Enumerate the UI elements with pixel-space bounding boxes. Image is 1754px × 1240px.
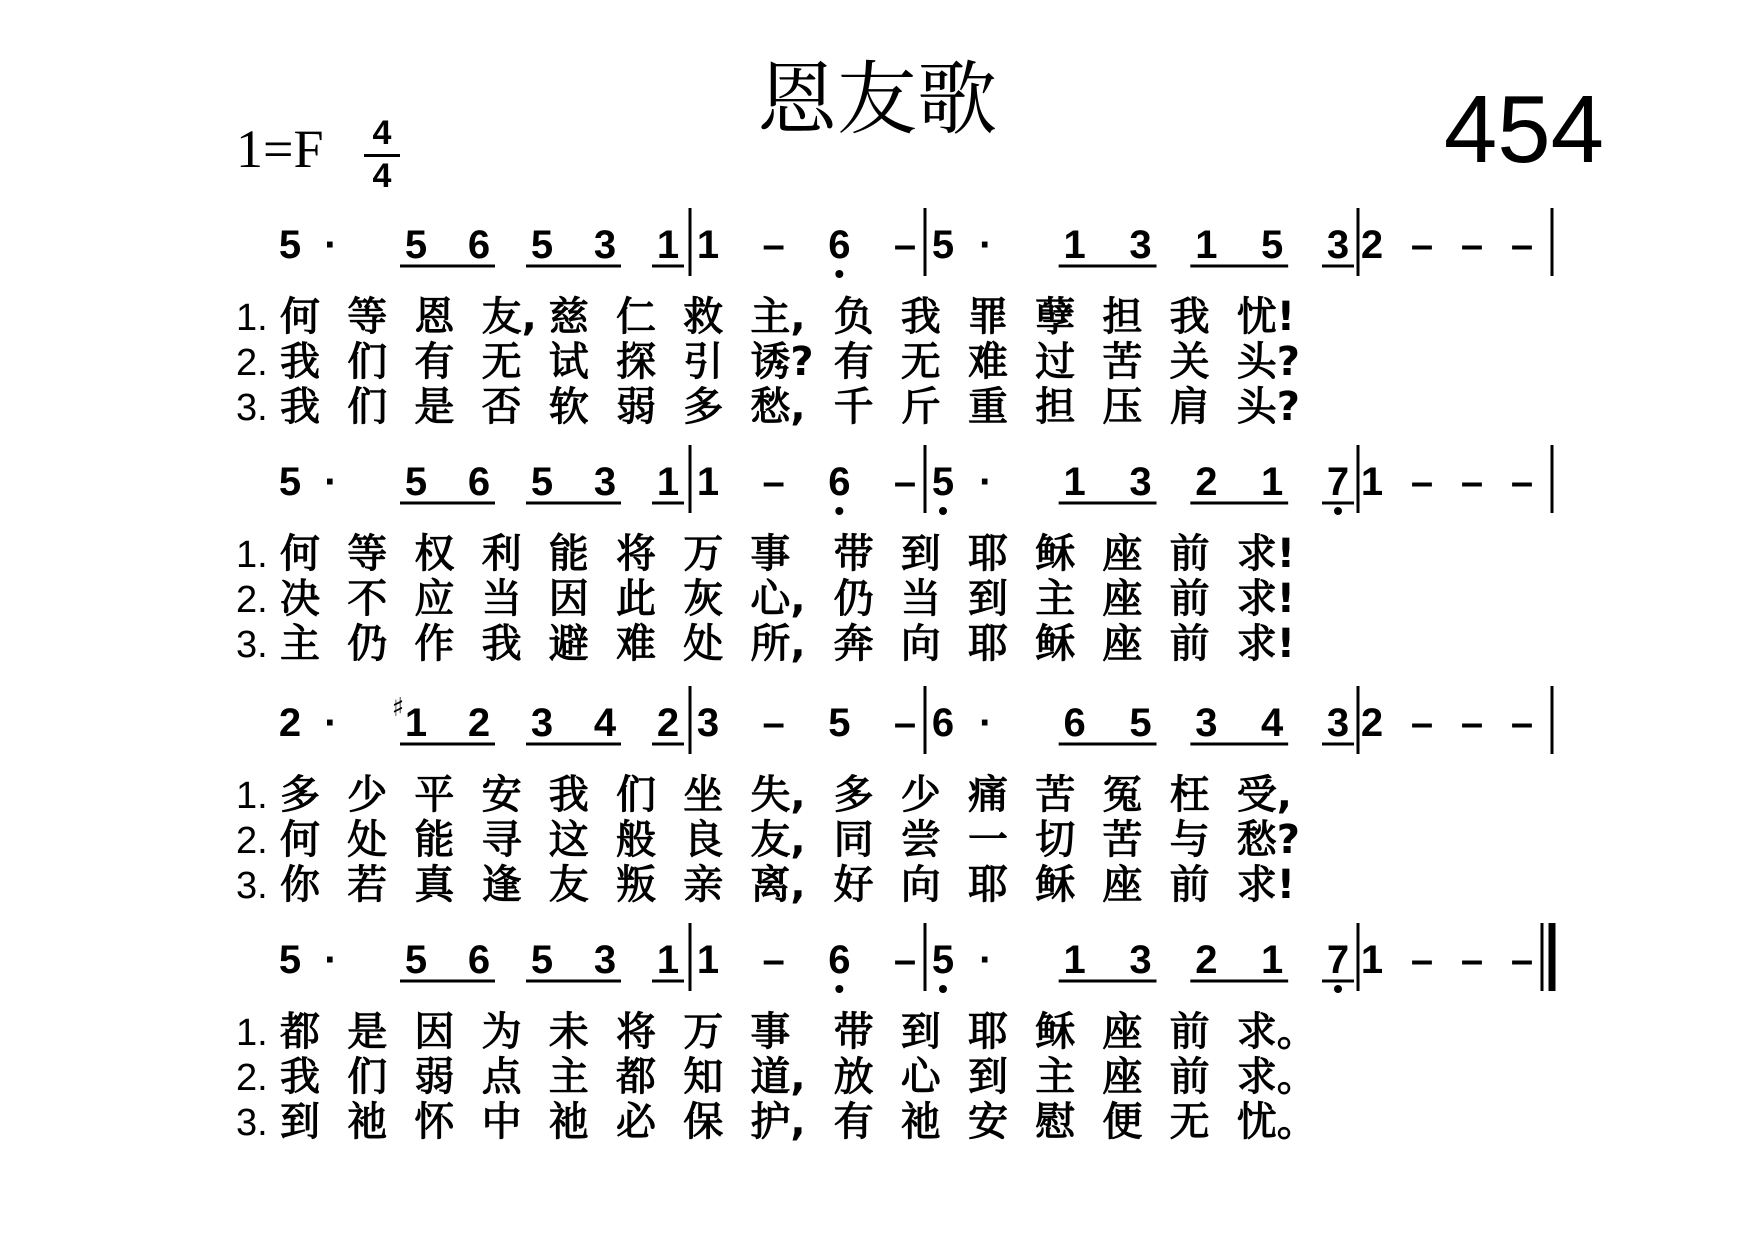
- lyric-syllable: 当: [900, 576, 941, 622]
- lyric-syllable: 座: [1102, 576, 1143, 622]
- lyric-syllable: 处: [683, 621, 724, 667]
- time-signature-bottom: 4: [372, 157, 392, 195]
- dash-note: –: [1510, 701, 1534, 745]
- lyric-syllable: 友,: [750, 817, 806, 863]
- lyric-syllable: 座: [1102, 531, 1143, 577]
- lyric-syllable: 压: [1102, 384, 1143, 430]
- note-6: 6: [828, 460, 851, 504]
- note-2: 2: [1195, 460, 1218, 504]
- lyric-syllable: 担: [1102, 294, 1143, 340]
- lyric-syllable: 求!: [1236, 621, 1296, 667]
- lyric-syllable: 到: [968, 1054, 1008, 1100]
- lyric-syllable: 怀: [414, 1099, 455, 1145]
- lyric-syllable: 仍: [833, 576, 874, 622]
- augmentation-dot: ·: [324, 938, 338, 982]
- lyric-syllable: 前: [1169, 862, 1210, 908]
- lower-octave-dot: [939, 985, 947, 993]
- hymn-title: 恩友歌: [757, 53, 997, 146]
- lyric-syllable: 能: [548, 531, 589, 577]
- lyric-syllable: 引: [683, 339, 724, 385]
- lyric-syllable: 求!: [1236, 862, 1296, 908]
- lyric-syllable: 祂: [347, 1099, 388, 1145]
- lyric-syllable: 主,: [750, 294, 806, 340]
- lyric-syllable: 头?: [1236, 384, 1301, 430]
- dash-note: –: [1410, 223, 1434, 267]
- note-3: 3: [593, 223, 617, 267]
- lyric-syllable: 不: [347, 576, 388, 622]
- lyric-syllable: 忧。: [1236, 1099, 1317, 1145]
- lyric-syllable: 未: [548, 1009, 589, 1055]
- lyric-syllable: 我: [280, 1054, 320, 1100]
- lyric-syllable: 般: [616, 817, 656, 863]
- lyric-syllable: 求!: [1236, 531, 1296, 577]
- lyric-syllable: 同: [833, 817, 874, 863]
- lyric-syllable: 有: [833, 339, 874, 385]
- note-2: 2: [1360, 701, 1384, 745]
- lyric-syllable: 关: [1169, 339, 1210, 385]
- augmentation-dot: ·: [979, 223, 993, 267]
- lyric-syllable: 事: [750, 1009, 791, 1055]
- note-3: 3: [1326, 223, 1350, 267]
- note-3: 3: [1326, 701, 1350, 745]
- lyric-syllable: 头?: [1236, 339, 1301, 385]
- lyric-syllable: 我: [280, 384, 320, 430]
- lyric-syllable: 担: [1035, 384, 1076, 430]
- lyric-syllable: 向: [900, 621, 941, 667]
- verse-number: 3.: [236, 624, 268, 666]
- note-5: 5: [1261, 223, 1284, 267]
- lyric-syllable: 前: [1169, 621, 1210, 667]
- lyric-syllable: 带: [833, 1009, 874, 1055]
- lyric-syllable: 座: [1102, 862, 1143, 908]
- lyric-syllable: 少: [900, 772, 941, 818]
- lyric-syllable: 带: [833, 531, 874, 577]
- note-5: 5: [931, 938, 955, 982]
- lyric-syllable: 真: [414, 862, 455, 908]
- hymn-number: 454: [1443, 76, 1604, 183]
- lyric-syllable: 所,: [750, 621, 806, 667]
- lower-octave-dot: [835, 985, 843, 993]
- lyric-syllable: 稣: [1035, 1009, 1076, 1055]
- lyric-syllable: 前: [1169, 576, 1210, 622]
- lyric-syllable: 主: [280, 621, 320, 667]
- lyric-syllable: 孽: [1035, 294, 1076, 340]
- dash-note: –: [1410, 460, 1434, 504]
- lyric-syllable: 等: [347, 294, 388, 340]
- verse-number: 3.: [236, 865, 268, 907]
- lyric-syllable: 到: [280, 1099, 320, 1145]
- lyric-syllable: 枉: [1169, 772, 1210, 818]
- note-5: 5: [530, 223, 554, 267]
- note-6: 6: [467, 938, 491, 982]
- dash-note: –: [762, 938, 785, 982]
- note-3: 3: [593, 938, 617, 982]
- key-signature: 1=F: [236, 119, 324, 179]
- lyric-syllable: 好: [833, 862, 874, 908]
- dash-note: –: [762, 460, 785, 504]
- lyric-syllable: 耶: [968, 862, 1008, 908]
- lyric-syllable: 良: [683, 817, 724, 863]
- lyric-syllable: 多: [833, 772, 874, 818]
- lyric-syllable: 权: [414, 531, 455, 577]
- lyric-syllable: 稣: [1035, 621, 1076, 667]
- lyric-syllable: 座: [1102, 1054, 1143, 1100]
- note-1: 1: [1360, 460, 1384, 504]
- lyric-syllable: 平: [414, 772, 455, 818]
- verse-number: 1.: [236, 534, 268, 576]
- lyric-syllable: 诱?: [750, 339, 814, 385]
- lyric-syllable: 向: [900, 862, 941, 908]
- lyric-syllable: 们: [347, 1054, 388, 1100]
- note-5: 5: [278, 460, 302, 504]
- dash-note: –: [762, 223, 785, 267]
- lyric-syllable: 将: [616, 1009, 656, 1055]
- lyric-syllable: 耶: [968, 531, 1008, 577]
- lower-octave-dot: [939, 507, 947, 515]
- lyric-syllable: 友: [548, 862, 589, 908]
- lyric-syllable: 何: [280, 531, 320, 577]
- note-6: 6: [467, 460, 491, 504]
- lyric-syllable: 离,: [750, 862, 806, 908]
- lyric-syllable: 中: [481, 1099, 522, 1145]
- lyric-syllable: 稣: [1035, 531, 1076, 577]
- verse-number: 1.: [236, 1012, 268, 1054]
- lyric-syllable: 应: [414, 576, 455, 622]
- augmentation-dot: ·: [979, 460, 993, 504]
- lyric-syllable: 因: [414, 1009, 455, 1055]
- lyric-syllable: 心,: [750, 576, 806, 622]
- note-7: 7: [1326, 460, 1350, 504]
- lyric-syllable: 冤: [1102, 772, 1143, 818]
- augmentation-dot: ·: [324, 701, 338, 745]
- lyric-syllable: 灰: [683, 576, 724, 622]
- dash-note: –: [1510, 938, 1534, 982]
- lyric-syllable: 必: [616, 1099, 656, 1145]
- augmentation-dot: ·: [979, 938, 993, 982]
- note-1: 1: [696, 223, 720, 267]
- lyric-syllable: 你: [280, 862, 320, 908]
- lyric-syllable: 作: [414, 621, 455, 667]
- lyric-syllable: 苦: [1035, 772, 1076, 818]
- note-5: 5: [931, 223, 955, 267]
- lyric-syllable: 重: [968, 384, 1008, 430]
- lyric-syllable: 负: [833, 294, 874, 340]
- lyric-syllable: 我: [1169, 294, 1210, 340]
- lyric-syllable: 多: [280, 772, 320, 818]
- lyric-syllable: 一: [968, 817, 1008, 863]
- note-5: 5: [828, 701, 851, 745]
- dash-note: –: [1510, 223, 1534, 267]
- lyric-syllable: 弱: [616, 384, 656, 430]
- lyric-syllable: 到: [900, 1009, 941, 1055]
- lyric-syllable: 肩: [1169, 384, 1210, 430]
- verse-number: 3.: [236, 1102, 268, 1144]
- lyric-syllable: 是: [414, 384, 455, 430]
- lyric-syllable: 无: [1169, 1099, 1210, 1145]
- lyric-syllable: 耶: [968, 621, 1008, 667]
- note-3: 3: [1195, 701, 1218, 745]
- lyric-syllable: 失,: [750, 772, 806, 818]
- augmentation-dot: ·: [324, 223, 338, 267]
- lyric-syllable: 耶: [968, 1009, 1008, 1055]
- lyric-syllable: 们: [347, 384, 388, 430]
- note-1: 1: [1195, 223, 1218, 267]
- note-6: 6: [467, 223, 491, 267]
- lyric-syllable: 斤: [900, 384, 941, 430]
- dash-note: –: [762, 701, 785, 745]
- note-3: 3: [1129, 460, 1152, 504]
- lyric-syllable: 慈: [548, 294, 589, 340]
- lyric-syllable: 此: [616, 576, 656, 622]
- lyric-syllable: 忧!: [1236, 294, 1296, 340]
- note-2: 2: [1360, 223, 1384, 267]
- note-6: 6: [931, 701, 955, 745]
- lyric-syllable: 友,: [481, 294, 537, 340]
- note-5: 5: [404, 223, 428, 267]
- dash-note: –: [1510, 460, 1534, 504]
- verse-number: 3.: [236, 387, 268, 429]
- lyric-syllable: 与: [1169, 817, 1210, 863]
- lyric-syllable: 仁: [616, 294, 656, 340]
- lyric-syllable: 万: [683, 1009, 724, 1055]
- lyric-syllable: 为: [481, 1009, 522, 1055]
- note-1: 1: [1261, 460, 1284, 504]
- lyric-syllable: 稣: [1035, 862, 1076, 908]
- dash-note: –: [1460, 223, 1484, 267]
- note-1: 1: [1063, 223, 1086, 267]
- lower-octave-dot: [835, 270, 843, 278]
- lyric-syllable: 们: [616, 772, 656, 818]
- lyric-syllable: 到: [900, 531, 941, 577]
- lyric-syllable: 到: [968, 576, 1008, 622]
- lyric-syllable: 主: [548, 1054, 589, 1100]
- dash-note: –: [1410, 938, 1434, 982]
- note-1: 1: [696, 460, 720, 504]
- lyric-syllable: 我: [481, 621, 522, 667]
- lyric-syllable: 们: [347, 339, 388, 385]
- lyric-syllable: 座: [1102, 621, 1143, 667]
- lyric-syllable: 知: [683, 1054, 724, 1100]
- lyric-syllable: 主: [1035, 576, 1076, 622]
- lyric-syllable: 无: [900, 339, 941, 385]
- note-2: 2: [278, 701, 302, 745]
- lyric-syllable: 是: [347, 1009, 388, 1055]
- time-signature-top: 4: [372, 114, 392, 152]
- lyric-syllable: 难: [968, 339, 1008, 385]
- note-3: 3: [1129, 223, 1152, 267]
- lyric-syllable: 求。: [1236, 1009, 1317, 1055]
- lyric-syllable: 逢: [481, 862, 522, 908]
- lyric-syllable: 放: [833, 1054, 874, 1100]
- note-3: 3: [1129, 938, 1152, 982]
- verse-number: 1.: [236, 297, 268, 339]
- note-3: 3: [593, 460, 617, 504]
- dash-note: –: [1460, 701, 1484, 745]
- dash-note: –: [893, 938, 917, 982]
- lyric-syllable: 便: [1102, 1099, 1143, 1145]
- note-1: 1: [1063, 938, 1086, 982]
- lyric-syllable: 痛: [968, 772, 1008, 818]
- augmentation-dot: ·: [979, 701, 993, 745]
- lower-octave-dot: [835, 507, 843, 515]
- note-3: 3: [530, 701, 554, 745]
- note-7: 7: [1326, 938, 1350, 982]
- lyric-syllable: 主: [1035, 1054, 1076, 1100]
- lyric-syllable: 前: [1169, 1009, 1210, 1055]
- lyric-syllable: 当: [481, 576, 522, 622]
- lyric-syllable: 何: [280, 817, 320, 863]
- lyric-syllable: 祂: [548, 1099, 589, 1145]
- lyric-syllable: 护,: [750, 1099, 806, 1145]
- lyric-syllable: 仍: [347, 621, 388, 667]
- lyric-syllable: 处: [347, 817, 388, 863]
- note-5: 5: [278, 938, 302, 982]
- lyric-syllable: 我: [548, 772, 589, 818]
- lyric-syllable: 苦: [1102, 817, 1143, 863]
- note-6: 6: [828, 223, 851, 267]
- lyric-syllable: 都: [616, 1054, 656, 1100]
- note-2: 2: [656, 701, 680, 745]
- lyric-syllable: 救: [683, 294, 724, 340]
- note-2: 2: [1195, 938, 1218, 982]
- dash-note: –: [893, 460, 917, 504]
- lyric-syllable: 叛: [616, 862, 656, 908]
- lower-octave-dot: [1334, 985, 1342, 993]
- lyric-syllable: 少: [347, 772, 388, 818]
- lyric-syllable: 愁,: [750, 384, 806, 430]
- note-1: 1: [656, 223, 680, 267]
- lyric-syllable: 无: [481, 339, 522, 385]
- lyric-syllable: 祂: [900, 1099, 941, 1145]
- verse-number: 2.: [236, 579, 268, 621]
- lyric-syllable: 事: [750, 531, 791, 577]
- lyric-syllable: 切: [1035, 817, 1076, 863]
- note-6: 6: [828, 938, 851, 982]
- lyric-syllable: 因: [548, 576, 589, 622]
- lyric-syllable: 否: [481, 384, 522, 430]
- lyric-syllable: 点: [481, 1054, 522, 1100]
- lyric-syllable: 弱: [414, 1054, 455, 1100]
- lyric-syllable: 等: [347, 531, 388, 577]
- lyric-syllable: 有: [833, 1099, 874, 1145]
- note-3: 3: [696, 701, 720, 745]
- lyric-syllable: 能: [414, 817, 455, 863]
- dash-note: –: [893, 701, 917, 745]
- lyric-syllable: 尝: [900, 817, 941, 863]
- lyric-syllable: 我: [280, 339, 320, 385]
- lyric-syllable: 座: [1102, 1009, 1143, 1055]
- note-2: 2: [467, 701, 491, 745]
- lyric-syllable: 将: [616, 531, 656, 577]
- lyric-syllable: 这: [548, 817, 589, 863]
- lyric-syllable: 安: [968, 1099, 1008, 1145]
- lyric-syllable: 心: [900, 1054, 941, 1100]
- lyric-syllable: 受,: [1236, 772, 1293, 818]
- dash-note: –: [893, 223, 917, 267]
- lyric-syllable: 多: [683, 384, 724, 430]
- lyric-syllable: 若: [347, 862, 388, 908]
- lyric-syllable: 过: [1035, 339, 1076, 385]
- lyric-syllable: 探: [616, 339, 656, 385]
- lyric-syllable: 难: [616, 621, 656, 667]
- lyric-syllable: 前: [1169, 1054, 1210, 1100]
- note-5: 5: [404, 460, 428, 504]
- lyric-syllable: 亲: [683, 862, 724, 908]
- note-1: 1: [656, 460, 680, 504]
- lyric-syllable: 试: [548, 339, 589, 385]
- lyric-syllable: 奔: [833, 621, 874, 667]
- note-5: 5: [530, 460, 554, 504]
- lyric-syllable: 苦: [1102, 339, 1143, 385]
- lyric-syllable: 有: [414, 339, 455, 385]
- lyric-syllable: 我: [900, 294, 941, 340]
- lyric-syllable: 都: [280, 1009, 320, 1055]
- lyric-syllable: 前: [1169, 531, 1210, 577]
- lyric-syllable: 千: [833, 384, 874, 430]
- note-5: 5: [931, 460, 955, 504]
- lyric-syllable: 恩: [414, 294, 455, 340]
- dash-note: –: [1410, 701, 1434, 745]
- lyric-syllable: 决: [280, 576, 320, 622]
- note-1: 1: [656, 938, 680, 982]
- lyric-syllable: 何: [280, 294, 320, 340]
- lyric-syllable: 慰: [1035, 1099, 1076, 1145]
- verse-number: 2.: [236, 342, 268, 384]
- lyric-syllable: 利: [481, 531, 522, 577]
- lyric-syllable: 罪: [968, 294, 1008, 340]
- note-1: 1: [696, 938, 720, 982]
- lyric-syllable: 道,: [750, 1054, 806, 1100]
- augmentation-dot: ·: [324, 460, 338, 504]
- sharp-sign: ♯: [391, 693, 405, 723]
- note-4: 4: [593, 701, 617, 745]
- verse-number: 2.: [236, 820, 268, 862]
- lyric-syllable: 安: [481, 772, 522, 818]
- note-6: 6: [1063, 701, 1086, 745]
- lyric-syllable: 寻: [481, 817, 522, 863]
- lyric-syllable: 愁?: [1236, 817, 1301, 863]
- note-5: 5: [404, 938, 428, 982]
- lyric-syllable: 万: [683, 531, 724, 577]
- note-1: 1: [1261, 938, 1284, 982]
- note-1: 1: [404, 701, 428, 745]
- note-1: 1: [1063, 460, 1086, 504]
- lyric-syllable: 坐: [683, 772, 724, 818]
- lyric-syllable: 软: [548, 384, 589, 430]
- note-5: 5: [530, 938, 554, 982]
- lyric-syllable: 求!: [1236, 576, 1296, 622]
- note-1: 1: [1360, 938, 1384, 982]
- lyric-syllable: 保: [683, 1099, 724, 1145]
- lyric-syllable: 避: [548, 621, 589, 667]
- verse-number: 2.: [236, 1057, 268, 1099]
- verse-number: 1.: [236, 775, 268, 817]
- dash-note: –: [1460, 460, 1484, 504]
- lower-octave-dot: [1334, 507, 1342, 515]
- dash-note: –: [1460, 938, 1484, 982]
- note-4: 4: [1261, 701, 1284, 745]
- note-5: 5: [1129, 701, 1152, 745]
- note-5: 5: [278, 223, 302, 267]
- lyric-syllable: 求。: [1236, 1054, 1317, 1100]
